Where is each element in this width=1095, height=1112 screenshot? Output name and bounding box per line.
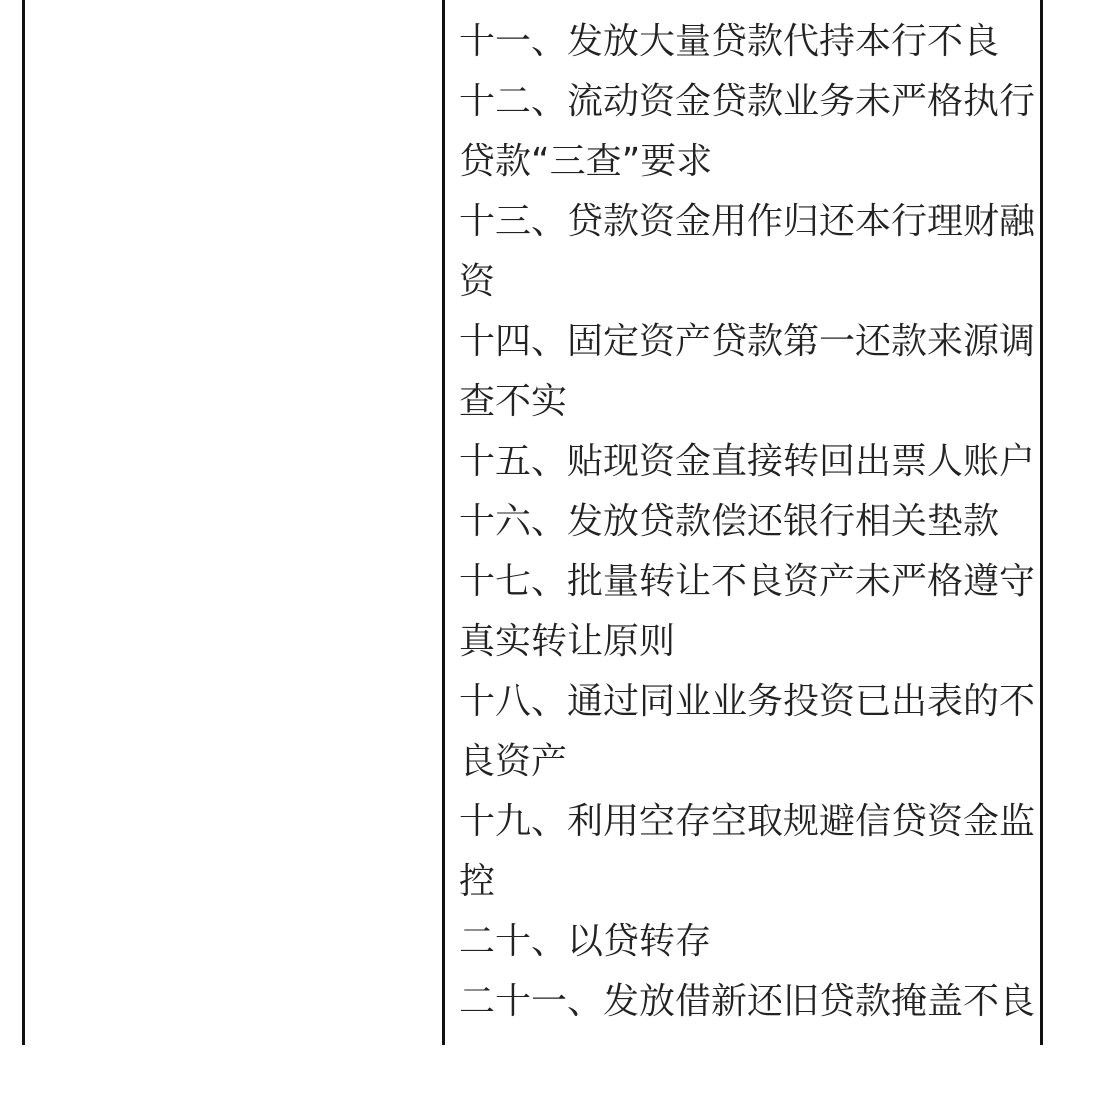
list-item: 十四、固定资产贷款第一还款来源调查不实	[459, 321, 1036, 422]
list-item: 十三、贷款资金用作归还本行理财融资	[459, 201, 1036, 302]
table-right-cell	[459, 12, 1045, 1112]
list-item: 十一、发放大量贷款代持本行不良	[459, 21, 1000, 62]
list-item: 二十一、发放借新还旧贷款掩盖不良	[459, 981, 1036, 1022]
list-item: 十二、流动资金贷款业务未严格执行贷款“三查”要求	[459, 81, 1036, 182]
list-item: 十六、发放贷款偿还银行相关垫款	[459, 501, 1000, 542]
table-left-cell	[25, 0, 442, 1045]
list-item: 十八、通过同业业务投资已出表的不良资产	[459, 681, 1036, 782]
table-frame	[22, 0, 1043, 1045]
list-item: 十九、利用空存空取规避信贷资金监控	[459, 801, 1036, 902]
list-item: 二十、以贷转存	[459, 921, 712, 962]
column-divider	[442, 0, 445, 1045]
list-item: 十七、批量转让不良资产未严格遵守真实转让原则	[459, 561, 1036, 662]
list-item: 十五、贴现资金直接转回出票人账户	[459, 441, 1036, 482]
